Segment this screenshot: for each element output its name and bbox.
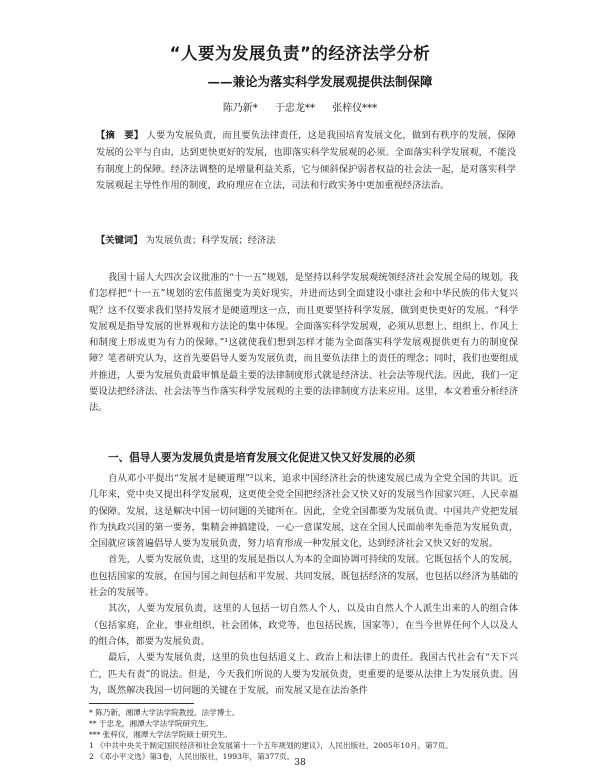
author-line xyxy=(0,99,600,114)
intro-section xyxy=(89,270,518,417)
body-paragraph: 其次，人要为发展负责，这里的人包括一切自然人个人，以及由自然人个人派生出来的人的组合体（包括家庭，企业，事业组织，社会团体，政党等，也包括民族，国家等），在当今世界任何个人以及人的组合体，都要为发展负责。 xyxy=(89,603,518,647)
abstract-block xyxy=(96,128,516,195)
section-body xyxy=(89,471,518,699)
paper-subtitle: ——兼论为落实科学发展观提供法制保障 xyxy=(207,74,433,89)
keywords-label: 【关键词】 xyxy=(96,235,143,246)
body-paragraph: 首先，人要为发展负责，这里的发展是指以人为本的全面协调可持续的发展。它既包括个人的发展，也包括国家的发展，在国与国之间包括和平发展、共同发展，既包括经济的发展，也包括以经济为基础的社会的发展等。 xyxy=(89,554,518,599)
keywords-block xyxy=(96,233,516,250)
author-name: 陈乃新* xyxy=(222,103,258,114)
footnote-divider xyxy=(89,703,194,704)
footnote: ** 于忠龙，湘潭大学法学院研究生。 xyxy=(89,719,213,728)
author-name: 于忠龙** xyxy=(275,103,315,114)
footnote: * 陈乃新，湘潭大学法学院教授，法学博士。 xyxy=(89,708,240,717)
body-paragraph: 自从邓小平提出“发展才是硬道理”²以来，追求中国经济社会的快速发展已成为全党全国的共识。近几年来，党中央又提出科学发展观，这更使全党全国把经济社会又快又好的发展当作国家兴旺、人民幸福的保障。发展，这是解决中国一切问题的关键所在。因此，全党全国都要为发展负责。中国共产党把发展作为执政兴国的第一要务，集精会神搞建设，一心一意谋发展，这在全国人民面前率先垂范为发展负责，全国就应该普遍倡导人要为发展负责，努力培育形成一种发展文化，达到经济社会又快又好的发展。 xyxy=(89,473,518,550)
abstract-text: 人要为发展负责，而且要负法律责任，这是我国培育发展文化，做到有秩序的发展，保障发展的公平与自由，达到更快更好的发展，也即落实科学发展观的必须。全面落实科学发展观，不能没有制度上的保障。经济法调整的是增量利益关系，它与倾斜保护弱者权益的社会法一起，是对落实科学发展观起主导性作用的制度，政府理应在立法，司法和行政实务中更加重视经济法治。 xyxy=(96,130,516,192)
footnote: *** 张梓仪，湘潭大学法学院硕士研究生。 xyxy=(89,730,232,739)
body-paragraph: 我国十届人大四次会议批准的“十一五”规划，是坚持以科学发展观统领经济社会发展全局的规划。我们怎样把“十一五”规划的宏伟蓝图变为美好现实，并进而达到全面建设小康社会和中华民族的伟大复兴呢？这不仅要求我们坚持发展才是硬道理这一点，而且更要坚持科学发展，做到更快更好的发展。“科学发展观是指导发展的世界观和方法论的集中体现。全面落实科学发展观，必须从思想上、组织上、作风上和制度上形成更为有力的保障。”¹这就使我们想到怎样才能为全面落实科学发展观提供更有力的制度保障？笔者研究认为，这首先要倡导人要为发展负责，而且要负法律上的责任的理念；同时，我们也要组成并推进，人要为发展负责最审慎是最主要的法律制度形式就是经济法、社会法等现代法。因此，我们一定要设法把经济法、社会法等当作落实科学发展观的主要的法律制度方法来应用。这里，本文着重分析经济法。 xyxy=(89,272,518,414)
keywords-text: 为发展负责；科学发展；经济法 xyxy=(145,235,276,246)
footnote: 1 《中共中央关于制定国民经济和社会发展第十一个五年规划的建议》，人民出版社，2005年10月，第7页。 xyxy=(89,741,453,750)
section-heading: 一、倡导人要为发展负责是培育发展文化促进又快又好发展的必须 xyxy=(108,452,416,464)
page-number: 38 xyxy=(294,758,306,768)
abstract-label: 【摘 要】 xyxy=(96,130,144,141)
paper-title: “人要为发展负责”的经济法学分析 xyxy=(169,44,431,63)
footnote: 2 《邓小平文选》第3卷，人民出版社，1993年，第377页。 xyxy=(89,752,295,761)
body-paragraph: 最后，人要为发展负责，这里的负也包括道义上、政治上和法律上的责任。我国古代社会有“天下兴亡，匹夫有责”的说法。但是，今天我们所说的人要为发展负责，更重要的是要从法律上为发展负责。因为，既然解决我国一切问题的关键在于发展，而发展又是在法治条件 xyxy=(89,652,518,696)
author-name: 张梓仪*** xyxy=(332,103,378,114)
footnotes xyxy=(89,707,518,762)
